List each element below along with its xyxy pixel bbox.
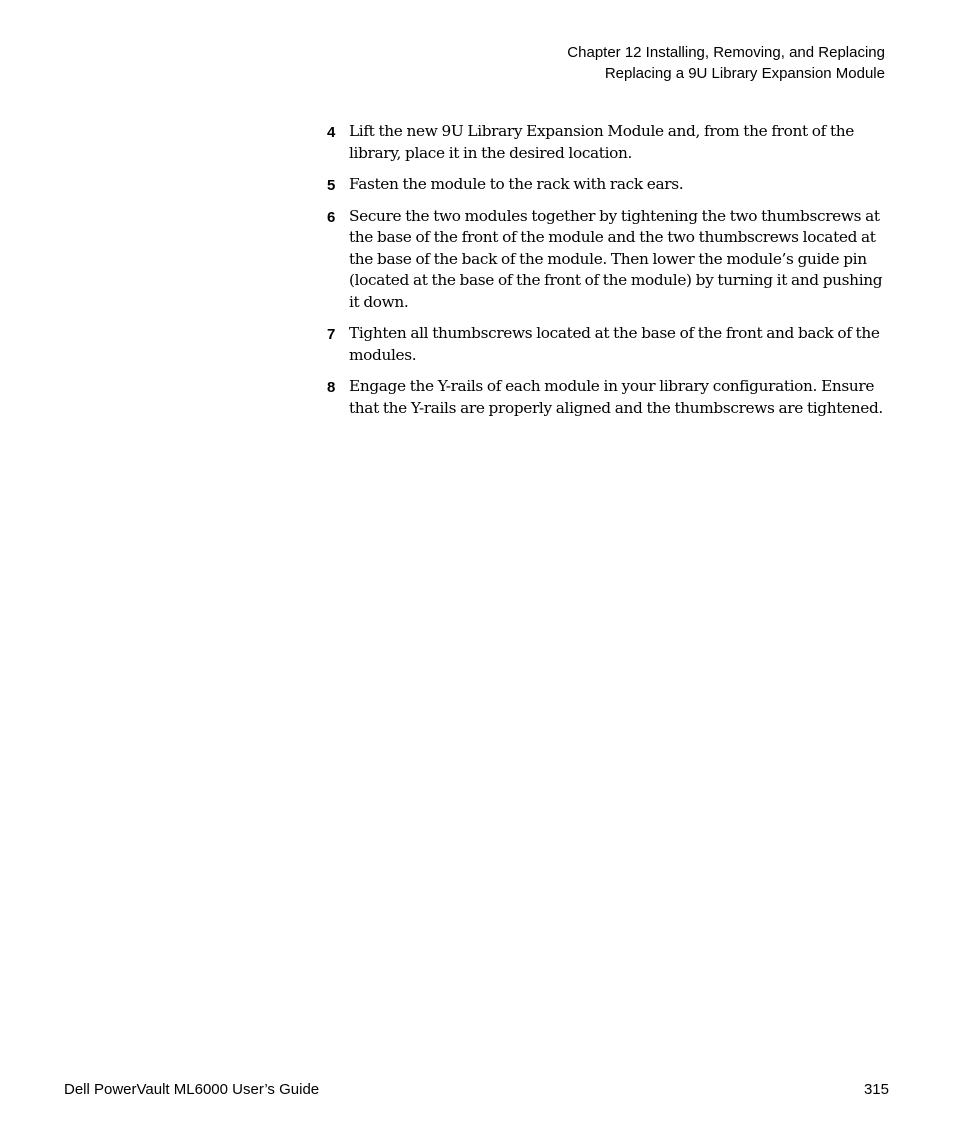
step-item [327, 121, 889, 164]
step-text: Fasten the module to the rack with rack ears. [349, 175, 684, 193]
step-text: Lift the new 9U Library Expansion Module and, from the front of the library, place it in the desired location. [349, 122, 854, 162]
step-text: Tighten all thumbscrews located at the base of the front and back of the modules. [349, 324, 880, 364]
footer-guide-title: Dell PowerVault ML6000 User’s Guide [64, 1081, 320, 1098]
step-number: 7 [327, 326, 336, 343]
step-item [327, 376, 889, 419]
step-text: Engage the Y-rails of each module in your library configuration. Ensure that the Y-rails are properly aligned and the thumbscrews are tightened. [349, 377, 883, 417]
step-item [327, 174, 889, 196]
step-number: 8 [327, 379, 336, 396]
step-item [327, 323, 889, 366]
procedure-steps [327, 121, 889, 429]
step-text: Secure the two modules together by tightening the two thumbscrews at the base of the front of the module and the two thumbscrews located at the base of the back of the module. Then lower the module’s guide pin (located at the base of the front of the module) by turning it and pushing it down. [349, 206, 883, 311]
chapter-title: Chapter 12 Installing, Removing, and Replacing [567, 44, 885, 61]
running-header [567, 42, 885, 84]
footer-page-number: 315 [863, 1081, 889, 1098]
step-number: 4 [327, 124, 336, 141]
step-number: 6 [327, 208, 336, 226]
section-title: Replacing a 9U Library Expansion Module [604, 65, 885, 82]
step-number: 5 [327, 177, 336, 194]
step-item [327, 206, 889, 314]
